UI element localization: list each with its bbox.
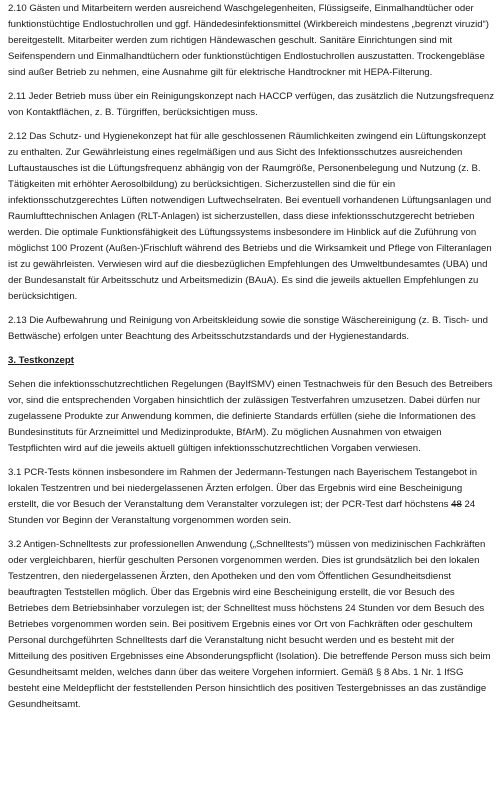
paragraph-3-1-text-after: 24 Stunden vor Beginn der Veranstaltung vorgenommen worden sein. — [8, 499, 476, 526]
struck-hours-value: 48 — [451, 499, 462, 510]
paragraph-2-10: 2.10 Gästen und Mitarbeitern werden ausreichend Waschgelegenheiten, Flüssigseife, Einmalhandtücher oder funktionstüchtige Endlostuchrollen und ggf. Händedesinfektionsmittel (Wirkbereich mindestens „begrenzt viruzid“) bereitgestellt. Mitarbeiter werden zum richtigen Händewaschen geschult. Sanitäre Einrichtungen sind mit Seifenspendern und Einmalhandtüchern oder funktionstüchtigen Endlostuchrollen auszustatten. Trockengebläse sind außer Betrieb zu nehmen, eine Ausnahme gilt für elektrische Handtrockner mit HEPA-Filterung. — [8, 3, 489, 78]
paragraph-2-12: 2.12 Das Schutz- und Hygienekonzept hat für alle geschlossenen Räumlichkeiten zwingend ein Lüftungskonzept zu enthalten. Zur Gewährleistung eines regelmäßigen und aus Sicht des Infektionsschutzes ausreichenden Luftaustausches ist die Lüftungsfrequenz abhängig von der Raumgröße, Personenbelegung und Nutzung (z. B. Tätigkeiten mit erhöhter Aerosolbildung) zu berücksichtigen. Sicherzustellen sind die für ein infektionsschutzgerechtes Lüften notwendigen Luftwechselraten. Bei eventuell vorhandenen Lüftungsanlagen und Raumlufttechnischen Anlagen (RLT-Anlagen) ist sicherzustellen, dass diese infektionsschutzgerecht betrieben werden. Die optimale Funktionsfähigkeit des Lüftungssystems insbesondere im Hinblick auf die Zuführung von möglichst 100 Prozent (Außen-)Frischluft während des Betriebs und die Wirksamkeit und Pflege von Filteranlagen ist zu gewährleisten. Verwiesen wird auf die diesbezüglichen Empfehlungen des Umweltbundesamtes (UBA) und der Bundesanstalt für Arbeitsschutz und Arbeitsmedizin (BAuA). Es sind die jeweils aktuellen Empfehlungen zu berücksichtigen. — [8, 131, 492, 302]
paragraph-2-13: 2.13 Die Aufbewahrung und Reinigung von Arbeitskleidung sowie die sonstige Wäschereinigung (z. B. Tisch- und Bettwäsche) erfolgen unter Beachtung des Arbeitsschutzstandards und der Hygienestandards. — [8, 315, 488, 342]
paragraph-3-2: 3.2 Antigen-Schnelltests zur professionellen Anwendung („Schnelltests“) müssen von medizinischen Fachkräften oder vergleichbaren, hierfür geschulten Personen vorgenommen werden. Dies ist grundsätzlich bei den lokalen Testzentren, den niedergelassenen Ärzten, den Apotheken und den vom Öffentlichen Gesundheitsdienst beauftragten Teststellen möglich. Über das Ergebnis wird eine Bescheinigung erstellt, die vor Besuch des Betriebes dem Betriebsinhaber vorzulegen ist; der Schnelltest muss höchstens 24 Stunden vor dem Besuch des Betriebes vorgenommen worden sein. Bei positivem Ergebnis eines vor Ort von Fachkräften oder geschultem Personal durchgeführten Schnelltests darf die Veranstaltung nicht besucht werden und es besteht mit der Mitteilung des positiven Ergebnisses eine Absonderungspflicht (Isolation). Die betreffende Person muss sich beim Gesundheitsamt melden, welches dann über das weitere Vorgehen informiert. Gemäß § 8 Abs. 1 Nr. 1 IfSG besteht eine Meldepflicht der feststellenden Person hinsichtlich des positiven Testergebnisses an das zuständige Gesundheitsamt. — [8, 539, 491, 710]
section-heading-testkonzept: 3. Testkonzept — [8, 355, 74, 366]
paragraph-2-11: 2.11 Jeder Betrieb muss über ein Reinigungskonzept nach HACCP verfügen, das zusätzlich die Nutzungsfrequenz von Kontaktflächen, z. B. Türgriffen, berücksichtigen muss. — [8, 91, 495, 118]
paragraph-3-1-text-before: 3.1 PCR-Tests können insbesondere im Rahmen der Jedermann-Testungen nach Bayerischem Testangebot in lokalen Testzentren und bei niedergelassenen Ärzten erfolgen. Über das Ergebnis wird eine Bescheinigung erstellt, die vor Besuch der Veranstaltung dem Veranstalter vorzulegen ist; der PCR-Test darf höchstens — [8, 467, 478, 510]
paragraph-3-1 — [8, 465, 494, 529]
paragraph-3-intro: Sehen die infektionsschutzrechtlichen Regelungen (BayIfSMV) einen Testnachweis für den Besuch des Betreibers vor, sind die entsprechenden Vorgaben hinsichtlich der zulässigen Testverfahren umzusetzen. Dabei dürfen nur zugelassene Produkte zur Anwendung kommen, die definierte Standards erfüllen (siehe die Informationen des Bundesinstituts für Arzneimittel und Medizinprodukte, BfArM). Zu möglichen Ausnahmen von etwaigen Testpflichten wird auf die jeweils aktuell gültigen infektionsschutzrechtlichen Vorgaben verwiesen. — [8, 379, 493, 454]
